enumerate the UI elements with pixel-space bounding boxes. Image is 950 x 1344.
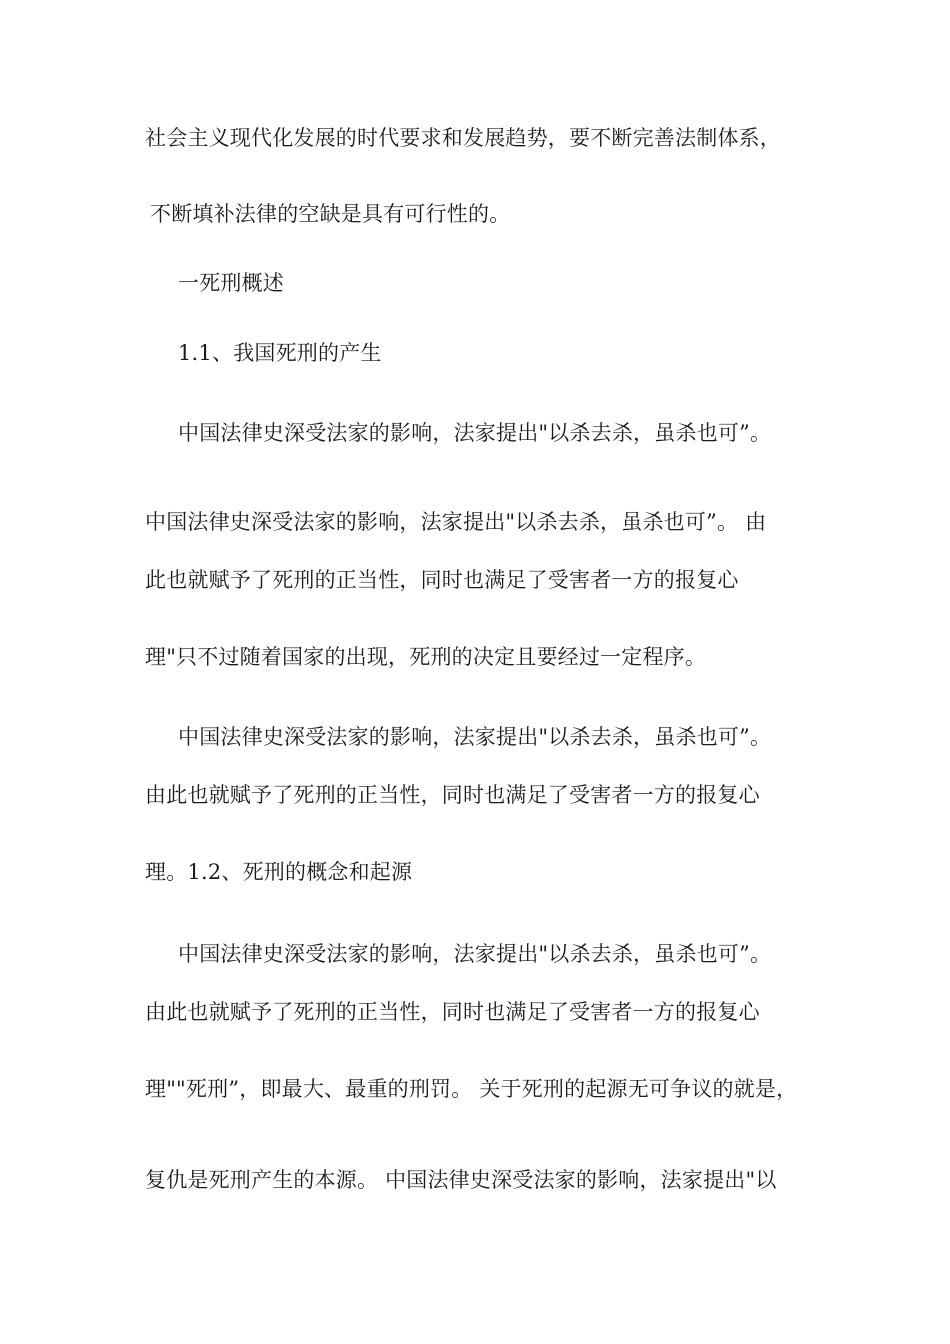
- text-line: 社会主义现代化发展的时代要求和发展趋势，要不断完善法制体系，: [145, 126, 781, 150]
- text-line: 由此也就赋予了死刑的正当性，同时也满足了受害者一方的报复心: [145, 1000, 760, 1024]
- text-line: 中国法律史深受法家的影响，法家提出"以杀去杀，虽杀也可”。: [178, 942, 772, 966]
- text-line: 复仇是死刑产生的本源。 中国法律史深受法家的影响，法家提出"以: [145, 1168, 777, 1192]
- text-line: 此也就赋予了死刑的正当性，同时也满足了受害者一方的报复心: [145, 568, 739, 592]
- text-line: 中国法律史深受法家的影响，法家提出"以杀去杀，虽杀也可”。: [178, 725, 772, 749]
- text-line: 由此也就赋予了死刑的正当性，同时也满足了受害者一方的报复心: [145, 783, 760, 807]
- text-line: 理。1.2、死刑的概念和起源: [145, 860, 413, 884]
- section-heading: 一死刑概述: [178, 271, 284, 295]
- text-line: 理""死刑”，即最大、最重的刑罚。 关于死刑的起源无可争议的就是，: [145, 1077, 798, 1101]
- text-line: 中国法律史深受法家的影响，法家提出"以杀去杀，虽杀也可”。 由: [145, 510, 767, 534]
- text-line: 中国法律史深受法家的影响，法家提出"以杀去杀，虽杀也可”。: [178, 421, 772, 445]
- subsection-heading: 1.1、我国死刑的产生: [178, 341, 382, 365]
- text-line: 理"只不过随着国家的出现，死刑的决定且要经过一定程序。: [145, 645, 707, 669]
- text-line: 不断填补法律的空缺是具有可行性的。: [150, 202, 511, 226]
